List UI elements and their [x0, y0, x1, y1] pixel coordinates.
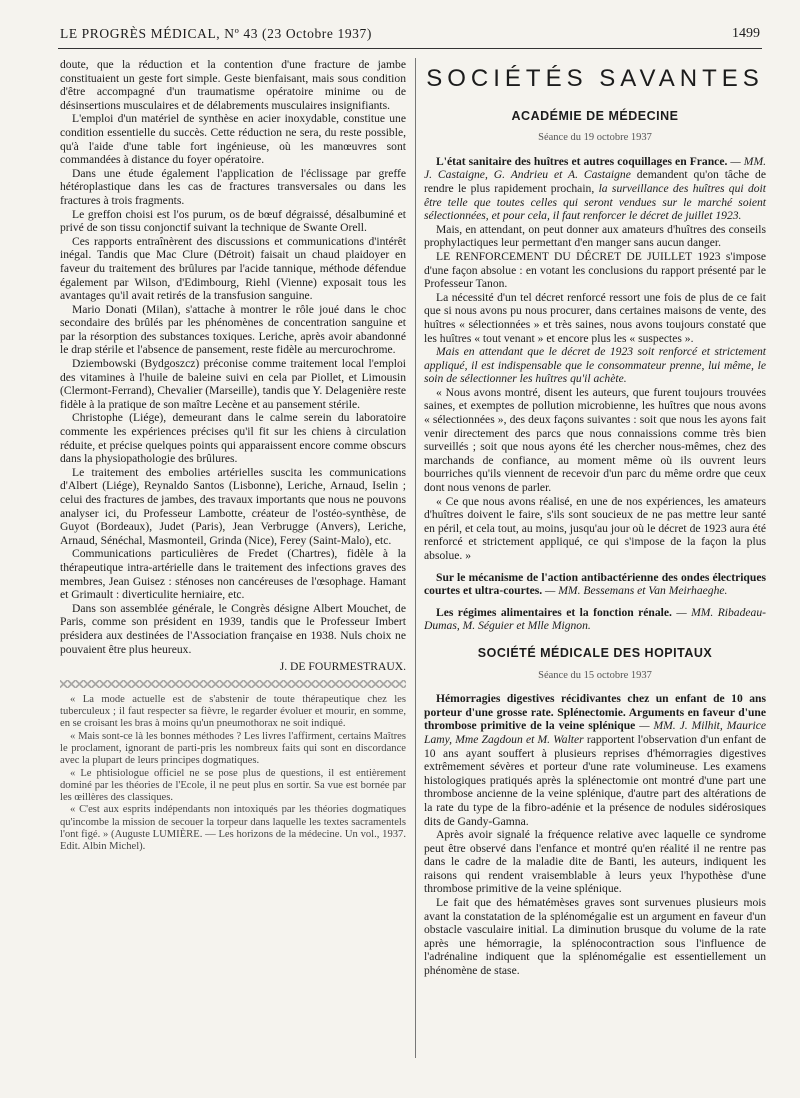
paragraph: Le fait que des hématémèses graves sont survenues plusieurs mois avant la constatation de la splénomégalie est un argument en faveur d'un obstacle vasculaire initial. La diminution brusque du volume de la rate après une hémorragie, la splénocontraction sous l'influence de l'adrénaline indiquent que la splénomégalie est essentiellement un phénomène de stase.: [424, 896, 766, 978]
paragraph: Dans une étude également l'application de l'éclissage par greffe hétéroplastique dans les cas de fractures transversales ou dans les fractures à trois fragments.: [60, 166, 406, 207]
article-paragraph: [424, 155, 766, 223]
article-authors: — MM. J. Castaigne, G. Andrieu et A. Castaigne: [424, 154, 767, 182]
paragraph: Le greffon choisi est l'os purum, os de bœuf dégraissé, désalbuminé et privé de son tissu conjonctif suivant la technique de Swante Orell.: [60, 207, 406, 235]
societe-heading: SOCIÉTÉ MÉDICALE DES HOPITAUX: [477, 645, 713, 660]
journal-title: LE PROGRÈS MÉDICAL, Nº 43 (23 Octobre 1937): [60, 26, 372, 41]
article-paragraph: [424, 571, 766, 598]
paragraph: La nécessité d'un tel décret renforcé ressort une fois de plus de ce fait que si nous avons pu nous procurer, dans certaines maisons de vente, des huîtres « sélectionnées » et très saines, nous avons toujours constaté que les huîtres « tout venant » et encore plus les « suspectes ».: [424, 290, 766, 345]
italic-paragraph: [424, 345, 766, 386]
paragraph: Mais, en attendant, on peut donner aux amateurs d'huîtres des conseils prophylactiques leur permettant d'en manger sans aucun danger.: [424, 222, 766, 250]
paragraph: L'emploi d'un matériel de synthèse en acier inoxydable, constitue une condition essentielle du succès. Cette réduction ne sera, du reste possible, qu'à l'aide d'une table fort ingénieuse, où les manœuvres sont commandées à distance du foyer opératoire.: [60, 112, 406, 167]
column-divider: [415, 58, 416, 1058]
seance-date: Séance du 15 octobre 1937: [538, 669, 652, 681]
quote-paragraph: « C'est aux esprits indépendants non intoxiqués par les théories dogmatiques qu'incombe la mission de secouer la torpeur dans laquelle les textes sacramentels l'ont figé. » (Auguste LUMIÈRE. — Les horizons de la médecine. Un vol., 1937. Edit. Albin Michel).: [60, 804, 406, 853]
paragraph: « Ce que nous avons réalisé, en une de nos expériences, les amateurs d'huîtres doivent le faire, s'ils sont soucieux de ne pas mettre leur santé en péril, et cela tout, au moins, jusqu'au jour où le décret de 1923 aura été renforcé et strictement appliqué, ce qui s'impose de la façon la plus absolue. »: [424, 494, 766, 562]
italic-text: Mais en attendant que le décret de 1923 soit renforcé et strictement appliqué, il est indispensable que le consommateur prenne, lui même, le soin de sélectionner les huîtres qu'il achète.: [424, 345, 766, 386]
paragraph: Communications particulières de Fredet (Chartres), fidèle à la thérapeutique intra-artérielle dans le traitement des infections graves des membres, Jean Guisez : sténoses non cancéreuses de l'œsophage. Hamant et Grimault : diverticulite herniaire, etc.: [60, 547, 406, 602]
paragraph: Ces rapports entraînèrent des discussions et communications d'intérêt inégal. Tandis que Mac Clure (Détroit) faisait un chaud plaidoyer en faveur du traitement des brûlures par l'acide tannique, méthode défendue également par Wilson, d'Edimbourg, Riehl (Vienne) exposait tous les avantages qu'il avait retirés de la transfusion sanguine.: [60, 234, 406, 303]
quote-paragraph: « Mais sont-ce là les bonnes méthodes ? Les livres l'affirment, certains Maîtres le proclament, ignorant de parti-pris les nombreux faits qui sont en discordance avec la plupart de leurs principes dogmatiques.: [60, 730, 406, 767]
article-authors: — MM. J. Milhit, Maurice Lamy, Mme Zagdoun et M. Walter: [424, 719, 766, 746]
article-title: Hémorragies digestives récidivantes chez un enfant de 10 ans porteur d'une grosse rate. Splénectomie. Arguments en faveur d'une thrombose primitive de la veine splénique: [424, 692, 766, 733]
article-title: L'état sanitaire des huîtres et autres coquillages en France.: [436, 154, 728, 168]
article-paragraph: [424, 692, 766, 828]
academie-heading: ACADÉMIE DE MÉDECINE: [511, 108, 679, 123]
author-signature: J. DE FOURMESTRAUX.: [279, 660, 406, 674]
article-title: Les régimes alimentaires et la fonction rénale.: [436, 605, 672, 619]
paragraph: Christophe (Liége), demeurant dans le calme serein du laboratoire commente les expériences précises qu'il fit sur les chiens à circulation réduite, et précise quelques points qui apparaissent encore comme obscurs dans la physiopathologie des brûlures.: [60, 411, 406, 466]
quotation-block: [60, 694, 406, 854]
quote-paragraph: « La mode actuelle est de s'abstenir de toute thérapeutique chez les tuberculeux ; il faut respecter sa fièvre, le regarder évoluer et mourir, en somme, en se croisant les bras à moins qu'un pneumothorax ne soit indiqué.: [60, 693, 406, 730]
header-rule: [58, 48, 762, 49]
article-authors: — MM. Bessemans et Van Meirhaeghe.: [542, 584, 728, 598]
left-column: [60, 58, 406, 854]
article-italic-text: la surveillance des huîtres qui doit être telle que toutes celles qui seront vendues sur le marché soient sélectionnées, et pour cela, il faut renforcer le décret de juillet 1923.: [424, 181, 766, 223]
page-number: 1499: [732, 26, 760, 41]
paragraph: LE RENFORCEMENT DU DÉCRET DE JUILLET 1923 s'impose d'une façon absolue : en votant les conclusions du rapport présenté par le Professeur Tanon.: [424, 249, 766, 291]
section-title: SOCIÉTÉS SAVANTES: [426, 65, 764, 92]
right-column: [424, 58, 766, 978]
paragraph: Dans son assemblée générale, le Congrès désigne Albert Mouchet, de Paris, comme son président en 1939, tandis que le Professeur Imbert présidera aux destinées de l'Association française en 1938. Nuls choix ne pouvaient être plus heureux.: [60, 601, 406, 656]
paragraph: Mario Donati (Milan), s'attache à montrer le rôle joué dans le choc secondaire des brûlés par les phénomènes de concentration sanguine et par la résorption des substances toxiques. Leriche, après avoir abandonné le drap stérile et l'absence de pansement, reste fidèle au mercurochrome.: [60, 302, 406, 357]
paragraph: Après avoir signalé la fréquence relative avec laquelle ce syndrome peut être observé dans l'enfance et montré qu'en réalité il ne rentre pas dans le cadre de la maladie dite de Banti, les auteurs, indiquent les raisons qui rendent vraisemblable à leurs yeux l'hypothèse d'une thrombose primitive de la veine splénique.: [424, 828, 766, 896]
paragraph: Dziembowski (Bydgoszcz) préconise comme traitement local l'emploi des vitamines à l'huile de baleine suivi en cela par Piollet, et Limousin (Clermont-Ferrand), Chevalier (Marseille), tandis que Y. Delagenière reste fidèle à la pratique de son maître Lecène et au pansement stérile.: [60, 357, 406, 411]
paragraph: doute, que la réduction et la contention d'une fracture de jambe constituaient un geste fort simple. Geste bienfaisant, mais sous condition d'être accompagné d'un traumatisme opératoire minime ou de désinsertions musculaires et de délabrements musculaires insignifiants.: [60, 58, 406, 112]
article-paragraph: [424, 606, 766, 633]
paragraph: Le traitement des embolies artérielles suscita les communications d'Albert (Liége), Reynaldo Santos (Lisbonne), Leriche, Arnaud, Iselin ; celui des fractures de jambes, des travaux importants que nous ne pouvons analyser ici, du Professeur Lambotte, créateur de l'ostéo-synthèse, de Guyot (Bordeaux), Judet (Paris), Jean Verbrugge (Anvers), Leriche, Arnaud, Sénéchal, Masmonteil, Grinda (Nice), Ferey (Saint-Malo), etc.: [60, 465, 406, 547]
seance-date: Séance du 19 octobre 1937: [538, 132, 652, 144]
paragraph: « Nous avons montré, disent les auteurs, que furent toujours trouvées saines, et exemptes de pollution microbienne, les huîtres que nous avons « sélectionnées », des deux façons suivantes : soit que nous les ayons fait venir directement des parcs que nous connaissions comme très bien surveillés ; soit que nous ayons été les chercher nous-mêmes, chez des marchands de confiance, au moment même où ils ouvrent leurs bourriches qu'ils viennent de recevoir d'un parc du même ordre que ceux dont nous venons de parler.: [424, 385, 766, 495]
article-authors: — MM. Ribadeau-Dumas, M. Séguier et Mlle Mignon.: [424, 605, 767, 633]
article-title: Sur le mécanisme de l'action antibactérienne des ondes électriques courtes et ultra-courtes.: [424, 570, 766, 598]
article-text: demandent qu'on tâche de rendre le plus rapidement prochain,: [424, 168, 766, 195]
ornamental-divider: [60, 680, 406, 688]
quote-paragraph: « Le phtisiologue officiel ne se pose plus de questions, il est entièrement dominé par les théories de l'Ecole, il ne peut plus en sortir. Sa vue est bornée par les œillères des classiques.: [60, 767, 406, 804]
article-text: rapportent l'observation d'un enfant de 10 ans ayant souffert à plusieurs reprises d'hémorragies digestives extrêmement sévères et porteur d'une rate volumineuse. Les examens histologiques pratiqués après la splénectomie ont montré d'une part une thrombose ancienne de la veine splénique, d'autre part des altérations de la rate du type de la fibro-adénie et la présence de nodules sidérosiques dits de Gandy-Gamna.: [424, 732, 766, 828]
